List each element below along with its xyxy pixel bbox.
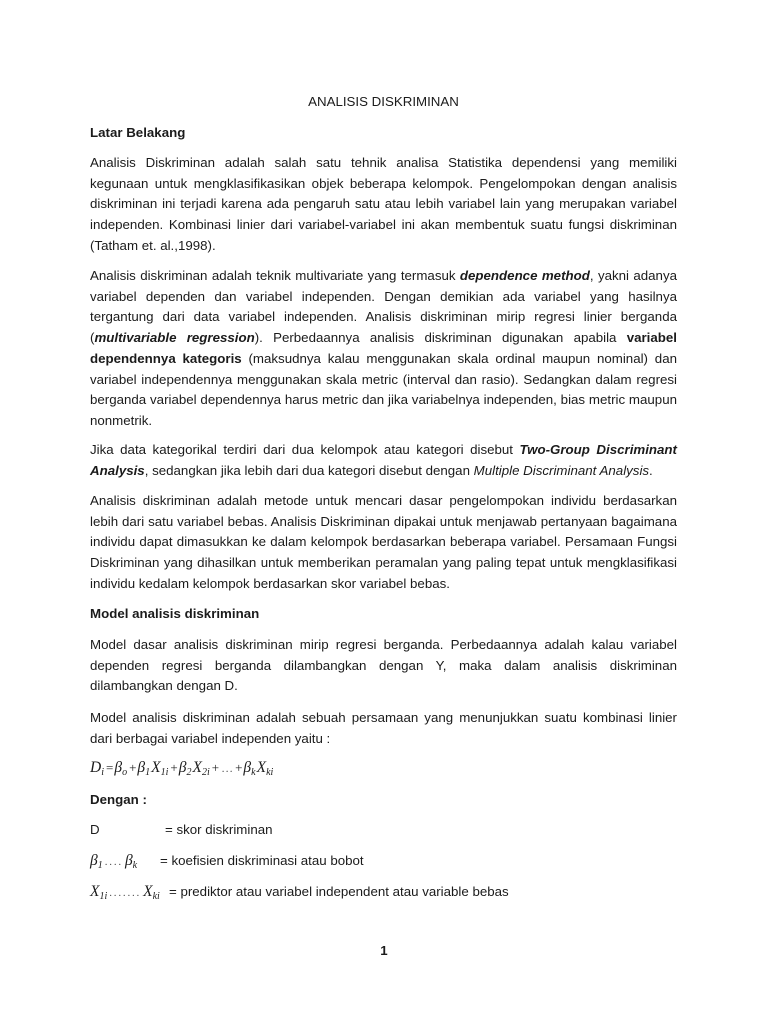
definition-row-x (90, 882, 677, 903)
eq-operator: + (129, 760, 137, 775)
symbol-subscript: k (132, 860, 138, 871)
paragraph-3-text: . (649, 462, 653, 478)
definition-description: = prediktor atau variabel independent atau variable bebas (169, 884, 509, 899)
paragraph-3-text: Jika data kategorikal terdiri dari dua kelompok atau kategori disebut (90, 442, 520, 457)
term-multivariable-regression: multivariable regression (94, 330, 255, 346)
definition-row-beta (90, 851, 677, 872)
definition-symbol: D (90, 822, 100, 837)
eq-symbol: β (243, 759, 252, 776)
eq-operator: + (170, 760, 178, 775)
eq-symbol: β (178, 759, 187, 776)
eq-subscript: o (122, 767, 128, 778)
paragraph-2-text: ). Perbedaannya analisis diskriminan digunakan apabila (254, 330, 627, 346)
eq-operator: + (211, 760, 220, 775)
eq-symbol: X (192, 759, 202, 776)
symbol-subscript: ki (152, 891, 160, 902)
paragraph-3-text: , sedangkan jika lebih dari dua kategori disebut dengan (144, 462, 474, 478)
paragraph-5: Model dasar analisis diskriminan mirip regresi berganda. Perbedaannya adalah kalau variabel dependen regresi berganda dilambangkan dengan Y, maka dalam analisis diskriminan dilambangkan dengan D. (90, 637, 677, 694)
paragraph-2-text: Analisis diskriminan adalah teknik multivariate yang termasuk (90, 268, 460, 283)
definition-symbol (90, 882, 160, 905)
symbol-dots: ....... (109, 887, 142, 899)
definition-description: = skor diskriminan (165, 822, 273, 837)
term-variabel-dependen-kategoris: variabel dependennya kategoris (90, 330, 677, 366)
section-heading-latar-belakang: Latar Belakang (90, 125, 186, 140)
paragraph-2-text: , yakni adanya variabel dependen dan variabel independen. Dengan demikian ada variabel yang hasilnya tergantung dari data variabel independen. Analisis diskriminan mirip regresi linier berganda ( (90, 268, 677, 346)
eq-subscript: 1i (160, 767, 169, 778)
paragraph-4: Analisis diskriminan adalah metode untuk mencari dasar pengelompokan individu berdasarkan lebih dari satu variabel bebas. Analisis Diskriminan dipakai untuk menjawab pertanyaan bagaimana individu dapat dimasukkan ke dalam kelompok berdasarkan beberapa variabel. Persamaan Fungsi Diskriminan yang dihasilkan untuk memberikan peramalan yang paling tepat untuk mengklasifikasi individu kedalam kelompok berdasarkan skor variabel bebas. (90, 493, 677, 591)
symbol-dots: .... (104, 856, 123, 868)
eq-subscript: 2i (201, 767, 210, 778)
eq-subscript: 1 (145, 767, 151, 778)
paragraph-3 (90, 440, 677, 481)
eq-subscript: 2 (186, 767, 192, 778)
eq-subscript: k (251, 767, 256, 778)
definition-description: = koefisien diskriminasi atau bobot (160, 853, 364, 868)
x-symbol: X (90, 883, 100, 900)
eq-subscript: i (101, 767, 104, 778)
page-number: 1 (380, 943, 388, 958)
discriminant-equation (90, 758, 677, 781)
symbol-subscript: 1 (97, 860, 103, 871)
paragraph-2-text: (maksudnya kalau menggunakan skala ordinal maupun nominal) dan variabel independennya menggunakan skala metric (interval dan rasio). Sedangkan dalam regresi berganda variabel dependennya harus metric dan jika variabelnya independen, bias metric maupun nonmetrik. (90, 350, 677, 428)
x-symbol: X (143, 883, 153, 900)
definition-symbol (90, 851, 137, 874)
eq-symbol: D (90, 759, 102, 776)
beta-symbol: β (124, 852, 133, 869)
symbol-subscript: 1i (99, 891, 108, 902)
definition-row-d (90, 820, 677, 841)
eq-operator: + (235, 760, 243, 775)
eq-ellipsis: … (221, 761, 234, 775)
term-multiple-discriminant-analysis: Multiple Discriminant Analysis (473, 462, 650, 478)
beta-symbol: β (90, 852, 98, 869)
eq-symbol: X (151, 759, 161, 776)
eq-symbol: β (114, 759, 123, 776)
paragraph-1: Analisis Diskriminan adalah salah satu tehnik analisa Statistika dependensi yang memiliki kegunaan untuk mengklasifikasikan objek beberapa kelompok. Pengelompokan dengan analisis diskriminan ini terjadi karena ada pengaruh satu atau lebih variabel lain yang merupakan variabel independen. Kombinasi linier dari variabel-variabel ini akan membentuk suatu fungsi diskriminan (Tatham et. al.,1998). (90, 155, 677, 253)
document-title: ANALISIS DISKRIMINAN (308, 94, 459, 109)
term-dependence-method: dependence method (459, 268, 590, 283)
term-two-group-discriminant-analysis: Two-Group Discriminant Analysis (90, 442, 677, 478)
eq-symbol: X (256, 759, 267, 776)
where-label: Dengan : (90, 792, 147, 807)
paragraph-2 (90, 266, 677, 432)
eq-operator: = (105, 760, 114, 775)
section-heading-model: Model analisis diskriminan (90, 606, 260, 621)
eq-subscript: ki (266, 767, 274, 778)
eq-symbol: β (137, 759, 146, 776)
paragraph-6: Model analisis diskriminan adalah sebuah persamaan yang menunjukkan suatu kombinasi linier dari berbagai variabel independen yaitu : (90, 710, 677, 746)
